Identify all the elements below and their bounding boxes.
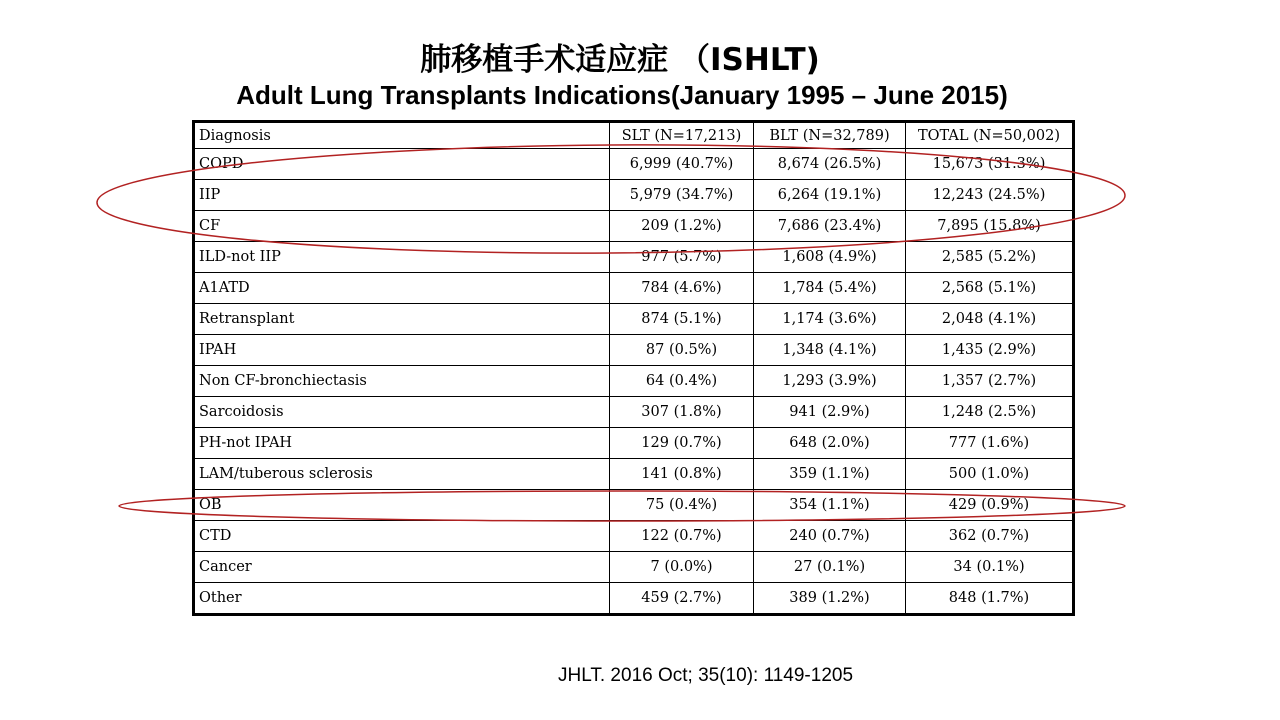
cell-slt: 977 (5.7%): [610, 242, 754, 273]
cell-blt: 6,264 (19.1%): [754, 180, 906, 211]
cell-diagnosis: IIP: [194, 180, 610, 211]
header-total: TOTAL (N=50,002): [906, 122, 1074, 149]
cell-total: 34 (0.1%): [906, 552, 1074, 583]
cell-diagnosis: Sarcoidosis: [194, 397, 610, 428]
cell-blt: 27 (0.1%): [754, 552, 906, 583]
cell-total: 2,048 (4.1%): [906, 304, 1074, 335]
cell-slt: 7 (0.0%): [610, 552, 754, 583]
table-row: [194, 428, 1074, 459]
cell-total: 1,435 (2.9%): [906, 335, 1074, 366]
cell-slt: 141 (0.8%): [610, 459, 754, 490]
cell-total: 2,585 (5.2%): [906, 242, 1074, 273]
cell-blt: 359 (1.1%): [754, 459, 906, 490]
cell-blt: 941 (2.9%): [754, 397, 906, 428]
table-row: [194, 180, 1074, 211]
cell-diagnosis: COPD: [194, 149, 610, 180]
title-english: Adult Lung Transplants Indications(January 1995 – June 2015): [236, 80, 1008, 110]
table-row: [194, 273, 1074, 304]
cell-total: 1,248 (2.5%): [906, 397, 1074, 428]
table-row: [194, 304, 1074, 335]
table-row: [194, 211, 1074, 242]
cell-diagnosis: OB: [194, 490, 610, 521]
cell-slt: 122 (0.7%): [610, 521, 754, 552]
cell-diagnosis: Other: [194, 583, 610, 615]
cell-blt: 240 (0.7%): [754, 521, 906, 552]
cell-diagnosis: A1ATD: [194, 273, 610, 304]
cell-slt: 5,979 (34.7%): [610, 180, 754, 211]
cell-total: 777 (1.6%): [906, 428, 1074, 459]
cell-blt: 8,674 (26.5%): [754, 149, 906, 180]
header-slt: SLT (N=17,213): [610, 122, 754, 149]
cell-diagnosis: Retransplant: [194, 304, 610, 335]
table-row: [194, 242, 1074, 273]
cell-diagnosis: IPAH: [194, 335, 610, 366]
cell-total: 500 (1.0%): [906, 459, 1074, 490]
cell-total: 429 (0.9%): [906, 490, 1074, 521]
cell-blt: 648 (2.0%): [754, 428, 906, 459]
cell-total: 362 (0.7%): [906, 521, 1074, 552]
table-row: [194, 583, 1074, 615]
table-row: [194, 366, 1074, 397]
table-row: [194, 149, 1074, 180]
cell-diagnosis: CTD: [194, 521, 610, 552]
cell-slt: 75 (0.4%): [610, 490, 754, 521]
cell-total: 848 (1.7%): [906, 583, 1074, 615]
cell-slt: 784 (4.6%): [610, 273, 754, 304]
cell-slt: 209 (1.2%): [610, 211, 754, 242]
header-blt: BLT (N=32,789): [754, 122, 906, 149]
cell-blt: 1,174 (3.6%): [754, 304, 906, 335]
table-row: [194, 521, 1074, 552]
citation: JHLT. 2016 Oct; 35(10): 1149-1205: [558, 665, 854, 686]
cell-slt: 459 (2.7%): [610, 583, 754, 615]
title-chinese: 肺移植手术适应症 （ISHLT): [420, 42, 820, 78]
cell-blt: 1,784 (5.4%): [754, 273, 906, 304]
cell-slt: 874 (5.1%): [610, 304, 754, 335]
cell-diagnosis: PH-not IPAH: [194, 428, 610, 459]
table-row: [194, 490, 1074, 521]
cell-blt: 354 (1.1%): [754, 490, 906, 521]
cell-blt: 1,348 (4.1%): [754, 335, 906, 366]
cell-diagnosis: Cancer: [194, 552, 610, 583]
table-row: [194, 459, 1074, 490]
cell-total: 12,243 (24.5%): [906, 180, 1074, 211]
cell-slt: 87 (0.5%): [610, 335, 754, 366]
cell-diagnosis: Non CF-bronchiectasis: [194, 366, 610, 397]
table-body: [194, 149, 1074, 615]
indications-table: [192, 120, 1075, 616]
table-header-row: [194, 122, 1074, 149]
cell-slt: 307 (1.8%): [610, 397, 754, 428]
cell-diagnosis: LAM/tuberous sclerosis: [194, 459, 610, 490]
cell-blt: 1,608 (4.9%): [754, 242, 906, 273]
header-diagnosis: Diagnosis: [194, 122, 610, 149]
cell-slt: 64 (0.4%): [610, 366, 754, 397]
cell-blt: 7,686 (23.4%): [754, 211, 906, 242]
table-row: [194, 552, 1074, 583]
cell-slt: 6,999 (40.7%): [610, 149, 754, 180]
cell-diagnosis: ILD-not IIP: [194, 242, 610, 273]
table-row: [194, 397, 1074, 428]
cell-total: 2,568 (5.1%): [906, 273, 1074, 304]
cell-total: 15,673 (31.3%): [906, 149, 1074, 180]
cell-diagnosis: CF: [194, 211, 610, 242]
table-row: [194, 335, 1074, 366]
cell-blt: 389 (1.2%): [754, 583, 906, 615]
cell-total: 1,357 (2.7%): [906, 366, 1074, 397]
cell-slt: 129 (0.7%): [610, 428, 754, 459]
cell-total: 7,895 (15.8%): [906, 211, 1074, 242]
cell-blt: 1,293 (3.9%): [754, 366, 906, 397]
